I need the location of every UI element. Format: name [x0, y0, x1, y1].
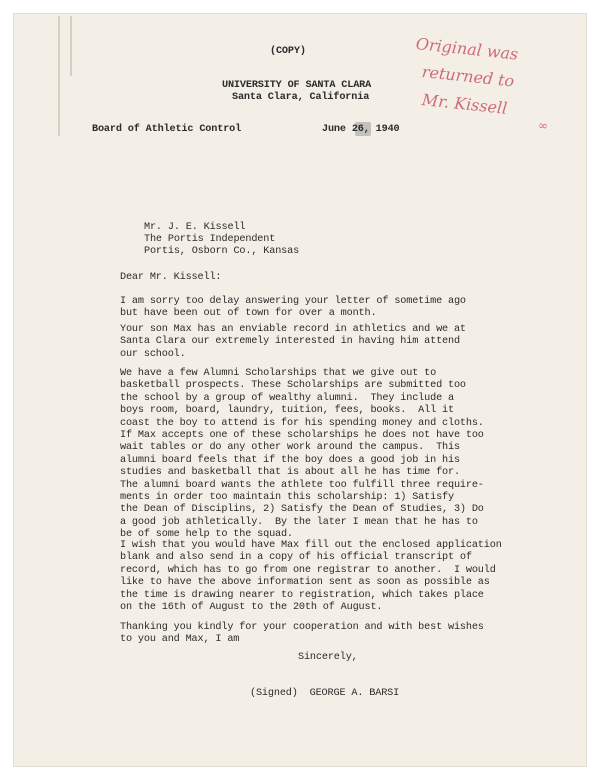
paragraph-1: I am sorry too delay answering your letter of sometime ago but have been out of town for over a month.: [120, 296, 466, 320]
salutation: Dear Mr. Kissell:: [120, 272, 222, 283]
institution-name: UNIVERSITY OF SANTA CLARA: [222, 80, 372, 91]
department-name: Board of Athletic Control: [92, 124, 242, 135]
binder-mark: [70, 16, 72, 76]
paragraph-2: Your son Max has an enviable record in athletics and we at Santa Clara our extremely interested in having him attend our school.: [120, 324, 466, 360]
handwritten-note-line-3: Mr. Kissell: [421, 90, 509, 118]
handwritten-note-line-1: Original was: [415, 34, 520, 64]
paragraph-3: We have a few Alumni Scholarships that we give out to basketball prospects. These Scholarships are submitted too the school by a group of wealthy alumni. They include a boys room, board, laundry, tuition, fees, books. All it coast the boy to attend is for his spending money and cloths. If Max accepts one of these scholarships he does not have too wait tables or do any other work around the campus. This alumni board feels that if the boy does a good job in his studies and basketball that is about all he has time for. The alumni board wants the athlete too fulfill three require- ments in order too maintain this scholarship: 1) Satisfy the Dean of Disciplins, 2) Satisfy the Dean of Studies, 3) Do a good job athletically. By the later I mean that he has to be of some help to the squad.: [120, 368, 484, 541]
handwritten-note-line-2: returned to: [421, 62, 516, 91]
paragraph-4: I wish that you would have Max fill out the enclosed application blank and also send in a copy of his official transcript of record, which has to go from one registrar to another. I would like to have the above information sent as soon as possible as the time is drawing nearer to registration, which takes place on the 16th of August to the 20th of August.: [120, 540, 502, 614]
recipient-organization: The Portis Independent: [144, 234, 276, 245]
copy-mark: (COPY): [270, 46, 306, 57]
institution-location: Santa Clara, California: [232, 92, 370, 103]
paragraph-5: Thanking you kindly for your cooperation and with best wishes to you and Max, I am: [120, 622, 484, 646]
binder-mark: [58, 16, 60, 136]
recipient-name: Mr. J. E. Kissell: [144, 222, 246, 233]
letter-date: June 26, 1940: [322, 124, 400, 135]
closing: Sincerely,: [298, 652, 358, 663]
recipient-address: Portis, Osborn Co., Kansas: [144, 246, 300, 257]
handwritten-mark: ∞: [537, 118, 549, 134]
signature-line: (Signed) GEORGE A. BARSI: [250, 688, 400, 699]
